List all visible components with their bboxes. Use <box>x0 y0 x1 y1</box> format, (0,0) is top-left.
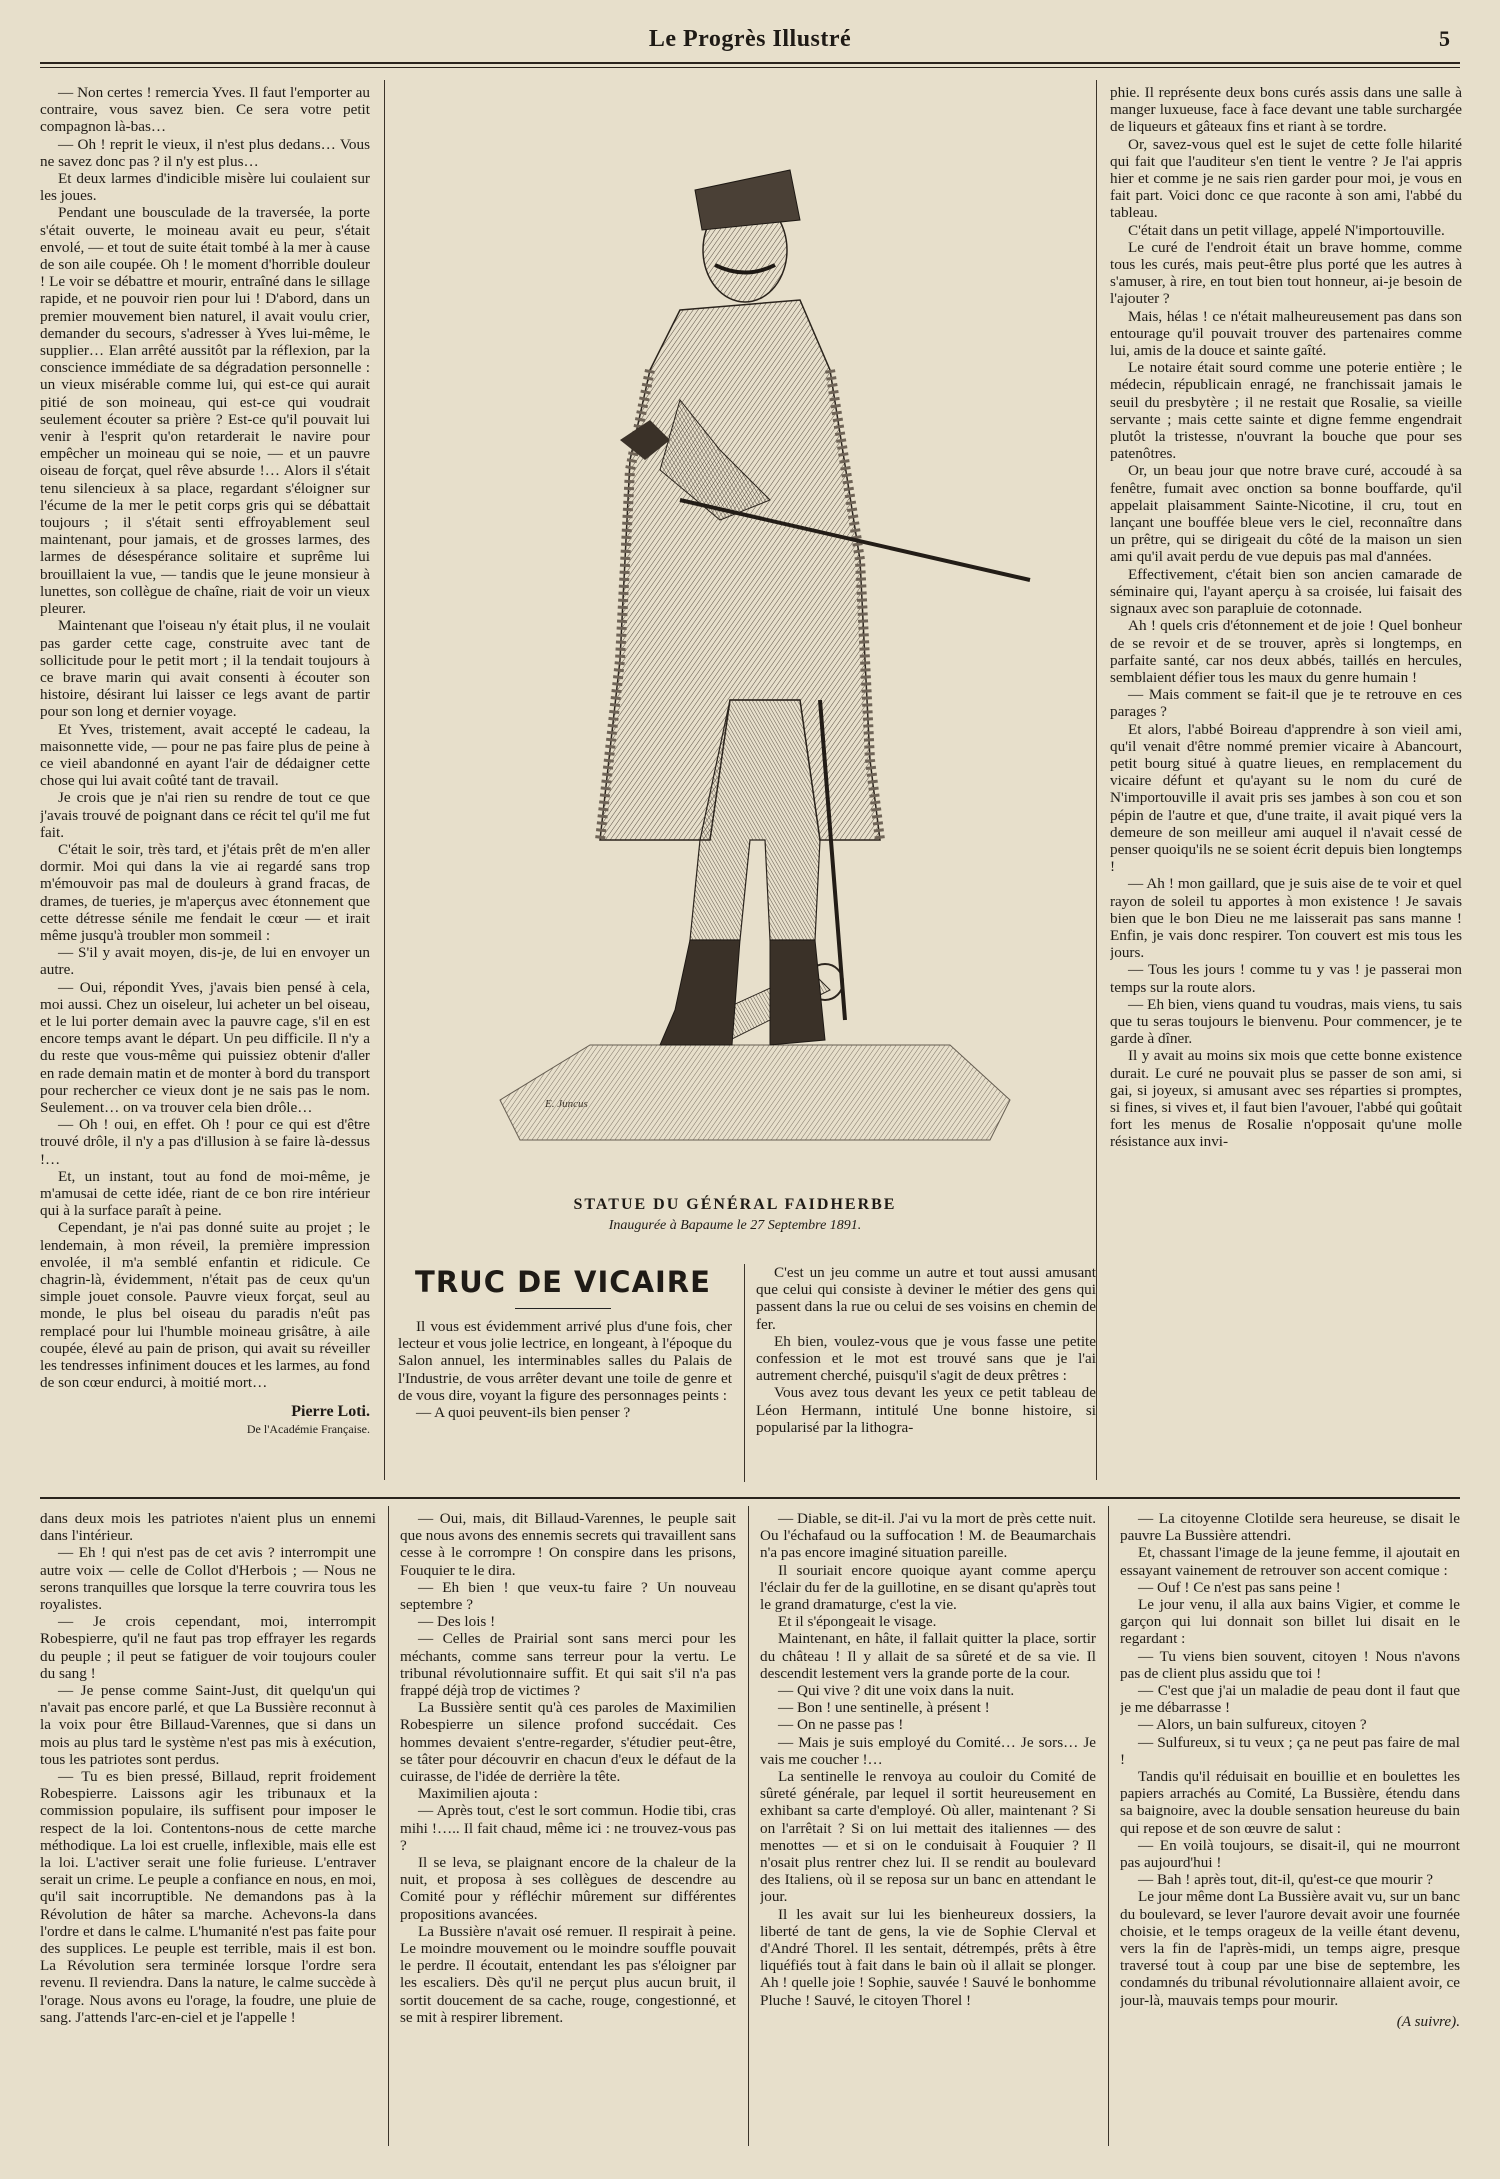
paragraph: — Eh bien ! que veux-tu faire ? Un nouveau septembre ? <box>400 1578 736 1614</box>
paragraph: phie. Il représente deux bons curés assis dans une salle à manger luxueuse, face à face devant une table surchargée de liqueurs et gâteaux fins et riant à se tordre. <box>1110 84 1462 136</box>
column-divider <box>748 1506 749 2146</box>
paragraph: — Tu viens bien souvent, citoyen ! Nous n'avons pas de client plus assidu que toi ! <box>1120 1647 1460 1682</box>
paragraph: — Mais je suis employé du Comité… Je sors… Je vais me coucher !… <box>760 1733 1096 1768</box>
article-title: TRUC DE VICAIRE <box>415 1265 711 1299</box>
paragraph: — Alors, un bain sulfureux, citoyen ? <box>1138 1716 1367 1734</box>
paragraph: Et, chassant l'image de la jeune femme, il ajoutait en essayant vainement de retrouver son accent comique : <box>1120 1544 1460 1579</box>
article-column-a <box>398 1318 732 1486</box>
column-divider <box>388 1506 389 2146</box>
paragraph: — Oui, mais, dit Billaud-Varennes, le peuple sait que nous avons des ennemis secrets qui travaillent sans cesse à le corrompre ! On conspire dans les prisons, Fouquier te le dira. <box>400 1510 736 1579</box>
serial-column-2 <box>400 1510 736 2150</box>
paragraph: — Après tout, c'est le sort commun. Hodie tibi, cras mihi !….. Il fait chaud, même ici : ne trouvez-vous pas ? <box>400 1802 736 1854</box>
paragraph: — Oh ! oui, en effet. Oh ! pour ce qui est d'être trouvé drôle, il n'y a pas d'illusion à se faire là-dessus !… <box>40 1116 370 1168</box>
paragraph: — Tu es bien pressé, Billaud, reprit froidement Robespierre. Laissons agir les tribunaux et la commission populaire, ils suffisent pour imposer le respect de la loi. Contentons-nous de cette marche méthodique. La loi est cruelle, inflexible, mais elle est la loi. L'activer serait une folie furieuse. L'entraver serait un crime. Le peuple a confiance en nous, en moi, qu'il sait incorruptible. Ne demandons pas à la Révolution de hâter sa marche. Achevons-la dans l'ordre et dans le calme. L'humanité n'est pas faite pour des supplices. Le peuple est terrible, mais il est bon. La Révolution sera terminée lorsque l'ordre sera revenu. Il reviendra. Dans la nature, le calme succède à l'orage. Nous avons eu l'orage, la foudre, une pluie de sang. J'attends l'arc-en-ciel et je l'appelle ! <box>40 1768 376 2026</box>
column-divider <box>384 80 385 1480</box>
paragraph: Le curé de l'endroit était un brave homme, comme tous les curés, mais peut-être plus porté que les autres à s'amuser, à rire, en tout bien tout honneur, ai-je besoin de l'ajouter ? <box>1110 238 1462 308</box>
paragraph: Ah ! quels cris d'étonnement et de joie ! Quel bonheur de se revoir et de se trouver, après si longtemps, en parfaite santé, car nos deux abbés, taillés en hercules, semblaient défier tous les maux du genre humain ! <box>1110 617 1462 686</box>
author-title: De l'Académie Française. <box>246 1421 370 1436</box>
serial-column-1 <box>40 1510 376 2150</box>
article-column-b <box>756 1264 1096 1486</box>
paragraph: Il y avait au moins six mois que cette bonne existence durait. Le curé ne pouvait plus se passer de son ami, si gai, si joyeux, si amusant avec ses réparties si promptes, si fines, si vives et, il faut bien l'avouer, l'abbé qui goûtait fort les menus de Rosalie n'opposait qu'une molle résistance aux invi- <box>1110 1047 1462 1151</box>
paragraph: Je crois que je n'ai rien su rendre de tout ce que j'avais trouvé de poignant dans ce récit tel qu'il me fut fait. <box>40 789 370 841</box>
caption-title: STATUE DU GÉNÉRAL FAIDHERBE <box>573 1196 897 1213</box>
paragraph: Il vous est évidemment arrivé plus d'une fois, cher lecteur et vous jolie lectrice, en longeant, à l'époque du Salon annuel, les interminables salles du Palais de l'Industrie, de vous arrêter devant une toile de genre et de vous dire, voyant la figure des personnages peints : <box>398 1318 732 1404</box>
paragraph: Effectivement, c'était bien son ancien camarade de séminaire qui, l'ayant aperçu à sa croisée, lui faisait des signaux avec son parapluie de cotonnade. <box>1110 565 1462 618</box>
header-rule <box>40 62 1460 64</box>
paragraph: — Eh bien, viens quand tu voudras, mais viens, tu sais que tu seras toujours le bienvenu. Pour commencer, je te garde à dîner. <box>1110 995 1462 1048</box>
serial-column-4 <box>1120 1510 1460 2150</box>
serial-text <box>1120 1510 1460 2009</box>
paragraph: La Bussière n'avait osé remuer. Il respirait à peine. Le moindre mouvement ou le moindre souffle pouvait le perdre. Il écoutait, entendant les pas s'éloigner par les escaliers. Dès qu'il ne perçut plus aucun bruit, il sortit doucement de sa cache, rouge, congestionné, et se mit à respirer librement. <box>400 1922 736 2026</box>
paragraph: Or, un beau jour que notre brave curé, accoudé à sa fenêtre, fumait avec onction sa bonne bouffarde, qu'il appelait plaisamment Sainte-Nicotine, il cru, tout en lançant une bouffée bleue vers le ciel, reconnaître dans un prêtre, qui se dirigeait du côté de la maison un sien ami qu'il avait perdu de vue depuis pas mal d'années. <box>1110 462 1462 566</box>
paragraph: Maintenant, en hâte, il fallait quitter la place, sortir du château ! Il y allait de sa sûreté et de sa vie. Il descendit lestement vers la grande porte de la cour. <box>760 1630 1096 1682</box>
paragraph: — Qui vive ? dit une voix dans la nuit. <box>778 1682 1015 1700</box>
paragraph: Et alors, l'abbé Boireau d'apprendre à son vieil ami, qu'il venait d'être nommé premier vicaire à Abancourt, petit bourg situé à quatre lieues, en remplacement du vicaire défunt et qu'ayant su le nom du curé de N'importouville il avait pris ses jambes à son cou et son pépin de l'autre et que, d'une traite, il avait piqué vers la demeure de son meilleur ami auquel il n'avait cessé de penser quoiqu'ils ne se soient écrit depuis bien longtemps ! <box>1110 720 1462 876</box>
story-text <box>40 84 370 1391</box>
paragraph: — Ah ! mon gaillard, que je suis aise de te voir et quel rayon de soleil tu apportes à mon existence ! Je savais bien que le bon Dieu ne me laisserait pas sans manne ! Enfin, je vais donc respirer. Ton couvert est mis tous les jours. <box>1110 875 1462 962</box>
paragraph: — Mais comment se fait-il que je te retrouve en ces parages ? <box>1110 686 1462 721</box>
paragraph: C'était le soir, très tard, et j'étais prêt de m'en aller dormir. Moi qui dans la vie ai regardé sans trop m'émouvoir pas mal de douleurs à grand fracas, de drames, de tueries, je m'aperçus avec étonnement que cette détresse sénile me fendait le cœur — et irait même jusqu'à troubler mon sommeil : <box>40 840 370 944</box>
paragraph: Eh bien, voulez-vous que je vous fasse une petite confession et le mot est trouvé sans que je l'ai autrement cherché, puisqu'il s'agit de deux prêtres : <box>756 1332 1096 1385</box>
paragraph: Le notaire était sourd comme une poterie entière ; le médecin, républicain enragé, ne franchissait jamais le seuil du presbytère ; il ne restait que Rosalie, sa vieille servante ; mais cette sainte et digne femme engendrait plutôt la tristesse, n'ouvrant la bouche que pour ses patenôtres. <box>1110 359 1462 463</box>
column-divider <box>1096 80 1097 1480</box>
paragraph: — Celles de Prairial sont sans merci pour les méchants, comme sans terreur pour la vertu. Le tribunal révolutionnaire suffit. Et qui sait s'il n'a pas frappé déjà trop de victimes ? <box>400 1630 736 1700</box>
title-rule <box>515 1308 611 1309</box>
paragraph: — Diable, se dit-il. J'ai vu la mort de près cette nuit. Ou l'échafaud ou la suffocation ! M. de Beaumarchais n'a pas encore imaginé situation pareille. <box>760 1510 1096 1562</box>
paragraph: La Bussière sentit qu'à ces paroles de Maximilien Robespierre un silence profond succédait. Ces hommes devaient s'entre-regarder, s'étudier peut-être, se tâter pour découvrir en chacun d'eux le défaut de la cuirasse, de l'idée de derrière la tête. <box>400 1699 736 1786</box>
paragraph: — La citoyenne Clotilde sera heureuse, se disait le pauvre La Bussière attendri. <box>1120 1510 1460 1545</box>
column-divider <box>1108 1506 1109 2146</box>
paragraph: — On ne passe pas ! <box>778 1716 904 1734</box>
paragraph: Et deux larmes d'indicible misère lui coulaient sur les joues. <box>40 170 370 205</box>
author-name: Pierre Loti. <box>291 1403 370 1421</box>
artist-signature: E. Juncus <box>545 1098 588 1110</box>
paragraph: — Bah ! après tout, dit-il, qu'est-ce que mourir ? <box>1138 1871 1434 1889</box>
paragraph: Et Yves, tristement, avait accepté le cadeau, la maisonnette vide, — pour ne pas faire plus de peine à ce vieil abandonné en ayant l'air de dédaigner cette chose qui lui avait coûté tant de travail. <box>40 720 370 790</box>
paragraph: — Ouf ! Ce n'est pas sans peine ! <box>1138 1578 1341 1596</box>
paragraph: — S'il y avait moyen, dis-je, de lui en envoyer un autre. <box>40 944 370 979</box>
paragraph: — Oh ! reprit le vieux, il n'est plus dedans… Vous ne savez donc pas ? il n'y est plus… <box>40 135 370 170</box>
to-be-continued: (A suivre). <box>1396 2012 1460 2030</box>
general-statue-engraving <box>470 140 1080 1190</box>
column-divider <box>744 1264 745 1482</box>
paragraph: C'était dans un petit village, appelé N'importouville. <box>1128 221 1445 239</box>
masthead <box>40 26 1460 56</box>
paragraph: Mais, hélas ! ce n'était malheureusement pas dans son entourage qu'il pouvait trouver des partenaires comme lui, amis de la douce et sainte gaîté. <box>1110 307 1462 360</box>
paragraph: Vous avez tous devant les yeux ce petit tableau de Léon Hermann, intitulé Une bonne histoire, si popularisé par la lithogra- <box>756 1384 1096 1436</box>
caption-subtitle: Inaugurée à Bapaume le 27 Septembre 1891. <box>608 1218 862 1233</box>
header-rule-thin <box>40 67 1460 68</box>
paragraph: Maximilien ajouta : <box>418 1785 538 1803</box>
paragraph: C'est un jeu comme un autre et tout aussi amusant que celui qui consiste à deviner le métier des gens qui passent dans la rue ou celui de ses voisins en chemin de fer. <box>756 1264 1096 1333</box>
newspaper-title: Le Progrès Illustré <box>648 26 852 52</box>
paragraph: La sentinelle le renvoya au couloir du Comité de sûreté générale, par lequel il sortit heureusement en exhibant sa carte d'employé. Où aller, maintenant ? Si on l'arrêtait ? Si on lui mettait des italiennes — des menottes — et si on le conduisait à Fouquier ? Il n'osait plus rentrer chez lui. Il se rendit au boulevard des Italiens, où il se reposa sur un banc en attendant le jour. <box>760 1768 1096 1906</box>
section-rule <box>40 1497 1460 1499</box>
paragraph: Cependant, je n'ai pas donné suite au projet ; le lendemain, à mon réveil, la première impression envolée, il m'a semblé enfantin et ridicule. Ce chagrin-là, évidemment, n'était pas de ceux qu'un simple jouet console. Pauvre vieux forçat, seul au monde, le plus bel oiseau du paradis n'eût pas remplacé pour lui l'humble moineau grisâtre, à aile coupée, élevé au pain de prison, qui avait su réveiller les tendresses infiniment douces et les larmes, au fond de son cœur endurci, à moitié mort… <box>40 1219 370 1392</box>
paragraph: — Non certes ! remercia Yves. Il faut l'emporter au contraire, vous savez bien. Ce sera votre petit compagnon là-bas… <box>40 84 370 136</box>
story-column <box>40 84 370 1479</box>
paragraph: Le jour même dont La Bussière avait vu, sur un banc du boulevard, se lever l'aurore devait avoir une fournée choisie, et le temps orageux de la veille étant devenu, vers la fin de l'après-midi, un temps aigre, presque traversé tout à coup par une bise de septembre, les condamnés du tribunal révolutionnaire allaient avoir, ce jour-là, mauvais temps pour mourir. <box>1120 1888 1460 2009</box>
paragraph: Pendant une bousculade de la traversée, la porte s'était ouverte, le moineau avait eu peur, s'était envolé, — et tout de suite était tombé à la mer à cause de son aile coupée. Oh ! le moment d'horrible douleur ! Le voir se débattre et mourir, entraîné dans le sillage rapide, et ne pouvoir rien pour lui ! D'abord, dans un premier mouvement bien naturel, il avait voulu crier, demander du secours, s'adresser à Yves lui-même, le supplier… Elan arrêté aussitôt par la réflexion, par la conscience immédiate de sa dégradation personnelle : un vieux misérable comme lui, qui est-ce qui aurait pitié de son moineau, qui est-ce qui voudrait seulement écouter sa prière ? Est-ce qu'il pouvait lui venir à l'esprit qu'on retarderait le navire pour empêcher un moineau qui se noie, — et un pauvre oiseau de forçat, quel rêve absurde !… Alors il s'était tenu silencieux à sa place, regardant s'éloigner sur l'écume de la mer le petit corps gris qui se débattait toujours ; il s'était senti effroyablement seul maintenant, pour jamais, et de grosses larmes, des larmes de désespérance solitaire et suprême lui brouillaient la vue, — tandis que le jeune monsieur à lunettes, son collègue de chaîne, riait de voir un vieux pleurer. <box>40 204 370 618</box>
paragraph: Il se leva, se plaignant encore de la chaleur de la nuit, et proposa à ses collègues de descendre au Comité pour y réfléchir mûrement sur différentes propositions avancées. <box>400 1854 736 1923</box>
paragraph: — Je crois cependant, moi, interrompit Robespierre, qu'il ne faut pas trop effrayer les regards du peuple ; il peut se fatiguer de voir toujours couler du sang ! <box>40 1613 376 1682</box>
paragraph: — Je pense comme Saint-Just, dit quelqu'un qui n'avait pas encore parlé, et que La Bussière reconnut à la voix pour être Billaud-Varennes, que si dans un mois au plus tard le système n'est pas mis à exécution, tous les patriotes sont perdus. <box>40 1682 376 1768</box>
paragraph: — Sulfureux, si tu veux ; ça ne peut pas faire de mal ! <box>1120 1733 1460 1768</box>
paragraph: — A quoi peuvent-ils bien penser ? <box>416 1404 631 1422</box>
paragraph: Il souriait encore quoique ayant comme aperçu l'éclair du fer de la guillotine, en se disant qu'après tout le grand dramaturge, c'est la vie. <box>760 1561 1096 1614</box>
paragraph: Le jour venu, il alla aux bains Vigier, et comme le garçon qui lui donnait son billet lui disait en le regardant : <box>1120 1596 1460 1648</box>
page-number: 5 <box>1439 26 1450 51</box>
serial-column-3 <box>760 1510 1096 2150</box>
paragraph: Et il s'épongeait le visage. <box>778 1613 937 1631</box>
paragraph: Maintenant que l'oiseau n'y était plus, il ne voulait pas garder cette cage, construite avec tant de sollicitude pour le petit mort ; il la tendait toujours à ce brave marin qui avait consenti à écouter son histoire, désirant lui laisser ce legs avant de partir pour son long et dernier voyage. <box>40 617 370 721</box>
paragraph: — Bon ! une sentinelle, à présent ! <box>778 1699 990 1717</box>
paragraph: Il les avait sur lui les bienheureux dossiers, la liberté de tant de gens, la vie de Sophie Clerval et d'André Thorel. Il les sentait, détrempés, prêts à être liquéfiés tout à fait dans le bain où il allait se plonger. Ah ! quelle joie ! Sophie, sauvée ! Sauvé le bonhomme Pluche ! Sauvé, le citoyen Thorel ! <box>760 1905 1096 2009</box>
paragraph: dans deux mois les patriotes n'aient plus un ennemi dans l'intérieur. <box>40 1510 376 1545</box>
paragraph: — C'est que j'ai un maladie de peau dont il faut que je me débarrasse ! <box>1120 1682 1460 1717</box>
paragraph: Et, un instant, tout au fond de moi-même, je m'amusai de cette idée, riant de ce bon rire intérieur qui à la surface paraît à peine. <box>40 1167 370 1220</box>
illustration-caption <box>390 1196 1080 1234</box>
paragraph: — En voilà toujours, se disait-il, qui ne mourront pas aujourd'hui ! <box>1120 1836 1460 1872</box>
statue-illustration <box>470 140 1080 1190</box>
paragraph: — Eh ! qui n'est pas de cet avis ? interrompit une autre voix — celle de Collot d'Herbois ; — Nous ne serons tranquilles que lorsque la terre couvrira tous les royalistes. <box>40 1544 376 1614</box>
paragraph: — Des lois ! <box>418 1613 496 1631</box>
paragraph: Tandis qu'il réduisait en bouillie et en boulettes les papiers arrachés au Comité, La Bussière, étendu dans sa baignoire, avec la double sensation heureuse du bain qui repose et de son œuvre de salut : <box>1120 1768 1460 1837</box>
paragraph: Or, savez-vous quel est le sujet de cette folle hilarité qui fait que l'auditeur s'en tient le ventre ? Je l'ai appris hier et comme je ne sais rien garder pour moi, je vous en fait part. Voici donc ce que raconte à son ami, l'abbé du tableau. <box>1110 135 1462 222</box>
paragraph: — Oui, répondit Yves, j'avais bien pensé à cela, moi aussi. Chez un oiseleur, lui acheter un bel oiseau, et le lui porter demain avec la pauvre cage, s'il en est encore temps avant le départ. Un peu difficile. Il n'y a du reste que vous-même qui puissiez obtenir d'aller en rade demain matin et de monter à bord du transport pour rechercher ce vieux dont je ne sais pas le nom. Seulement… on va trouver cela bien drôle… <box>40 978 370 1116</box>
paragraph: — Tous les jours ! comme tu y vas ! je passerai mon temps sur la route alors. <box>1110 961 1462 996</box>
article-column-c <box>1110 84 1462 1484</box>
